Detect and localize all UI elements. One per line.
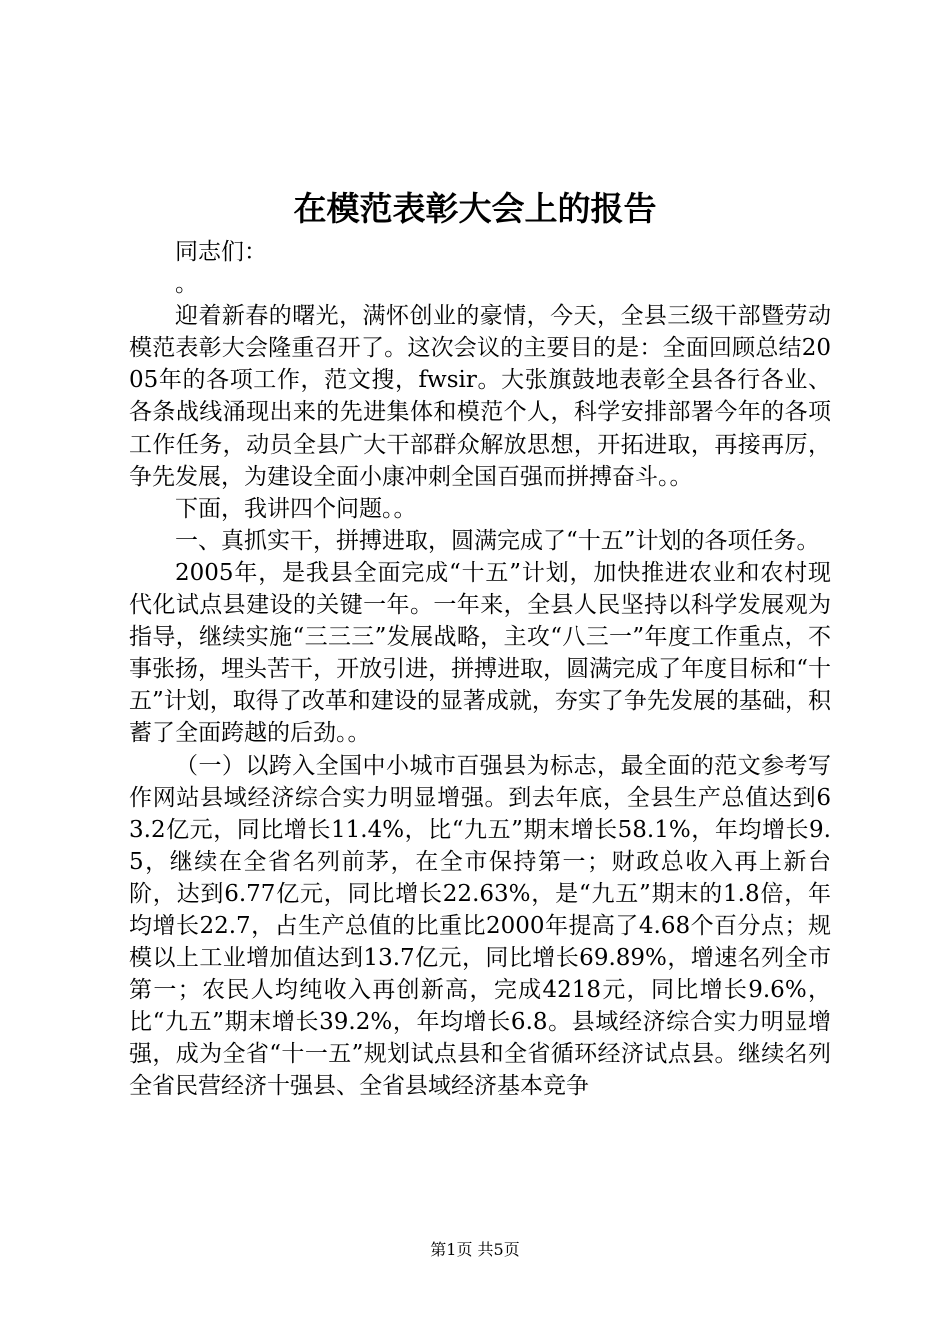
document-body [129, 236, 831, 1103]
paragraph: 下面，我讲四个问题。。 [175, 495, 417, 522]
paragraph: 。 [175, 271, 198, 298]
paragraph-salutation: 同志们： [175, 239, 267, 265]
page-number-footer: 第1页 共5页 [430, 1240, 520, 1259]
paragraph: 2005年，是我县全面完成“十五”计划，加快推进农业和农村现代化试点县建设的关键一年。一年来，全县人民坚持以科学发展观为指导，继续实施“三三三”发展战略，主攻“八三一”年度工作重点，不事张扬，埋头苦干，开放引进，拼搏进取，圆满完成了年度目标和“十五”计划，取得了改革和建设的显著成就，夯实了争先发展的基础，积蓄了全面跨越的后劲。。 [129, 559, 831, 747]
paragraph: 迎着新春的曙光，满怀创业的豪情，今天，全县三级干部暨劳动模范表彰大会隆重召开了。这次会议的主要目的是：全面回顾总结2005年的各项工作，范文搜，fwsir。大张旗鼓地表彰全县各行各业、各条战线涌现出来的先进集体和模范个人，科学安排部署今年的各项工作任务，动员全县广大干部群众解放思想，开拓进取，再接再厉，争先发展，为建设全面小康冲刺全国百强而拼搏奋斗。。 [129, 303, 831, 490]
paragraph: （一）以跨入全国中小城市百强县为标志，最全面的范文参考写作网站县域经济综合实力明显增强。到去年底，全县生产总值达到63.2亿元，同比增长11.4%，比“九五”期末增长58.1%，年均增长9.5，继续在全省名列前茅，在全市保持第一；财政总收入再上新台阶，达到6.77亿元，同比增长22.63%，是“九五”期末的1.8倍，年均增长22.7，占生产总值的比重比2000年提高了4.68个百分点；规模以上工业增加值达到13.7亿元，同比增长69.89%，增速名列全市第一；农民人均纯收入再创新高，完成4218元，同比增长9.6%，比“九五”期末增长39.2%，年均增长6.8。县域经济综合实力明显增强，成为全省“十一五”规划试点县和全省循环经济试点县。继续名列全省民营经济十强县、全省县域经济基本竞争 [129, 752, 831, 1100]
section-heading: 一、真抓实干，拼搏进取，圆满完成了“十五”计划的各项任务。 [175, 527, 820, 554]
document-title: 在模范表彰大会上的报告 [293, 189, 657, 228]
